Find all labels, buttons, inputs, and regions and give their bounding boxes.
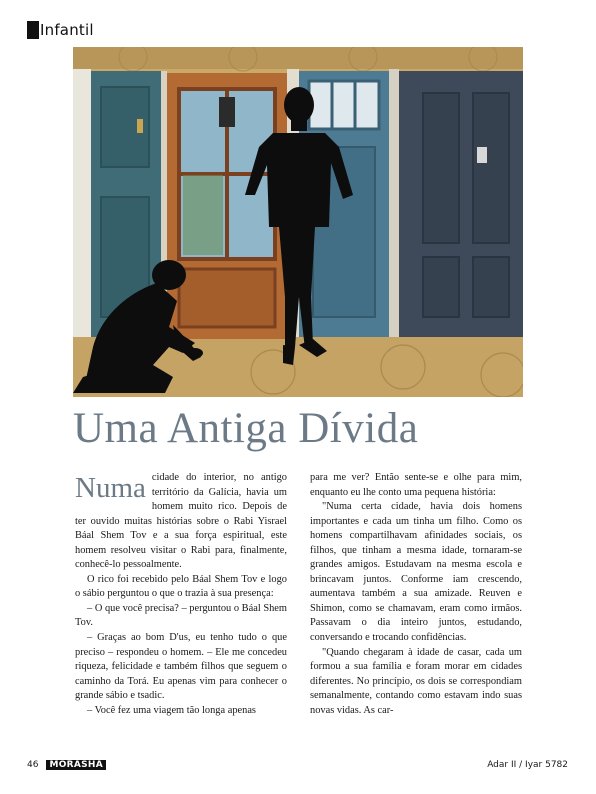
article-paragraph: – Graças ao bom D'us, eu tenho tudo o que preciso – respondeu o homem. – Ele me concedeu riqueza, felicidade e também filhos que seguem o caminho da Torá. Eu apenas vim para conhecer o grande sábio e tsadic. — [75, 632, 287, 702]
drop-word: Numa — [75, 472, 146, 504]
footer-left — [27, 760, 106, 770]
article-column-right — [310, 471, 522, 718]
article-column-left — [75, 471, 287, 718]
paragraph-text: cidade do interior, no antigo território da Galícia, havia um homem muito rico. Depois de ter ouvido muitas histórias sobre o Rabi Yisrael Báal Shem Tov e a sua força espiritual, este homem resolveu visitar o Rabi para, finalmente, conhecê-lo pessoalmente. — [75, 472, 287, 571]
article-paragraph: – O que você precisa? – perguntou o Báal Shem Tov. — [75, 602, 287, 629]
issue-label: Adar II / Iyar 5782 — [487, 760, 568, 770]
page-number: 46 — [27, 760, 39, 770]
section-tag — [27, 20, 94, 40]
section-marker — [27, 21, 39, 39]
section-label: Infantil — [40, 21, 94, 39]
article-title: Uma Antiga Dívida — [73, 405, 419, 452]
article-paragraph: "Numa certa cidade, havia dois homens importantes e cada um tinha um filho. Como os homens compartilhavam afinidades sociais, os filhos, que tinham a mesma idade, tornaram-se grandes amigos. Estudavam na mesma escola e brincavam juntos. Conforme iam crescendo, aumentava também a sua amizade. Reuven e Shimon, como se chamavam, eram como irmãos. Passavam o dia inteiro juntos, estudando, conversando e trocando confidências. — [310, 501, 522, 644]
article-paragraph: – Você fez uma viagem tão longa apenas — [87, 704, 256, 716]
article-illustration — [73, 47, 523, 397]
illustration-svg — [73, 47, 523, 397]
article-paragraph: "Quando chegaram à idade de casar, cada um formou a sua família e foram morar em cidades diferentes. No princípio, os dois se correspondiam semanalmente, contando como estavam indo suas novas vidas. As car- — [310, 646, 522, 716]
magazine-logo: MORASHÁ — [46, 760, 106, 770]
article-paragraph: O rico foi recebido pelo Báal Shem Tov e logo o sábio perguntou o que o trazia à sua presença: — [75, 573, 287, 600]
article-paragraph: para me ver? Então sente-se e olhe para mim, enquanto eu lhe conto uma pequena história: — [310, 472, 522, 498]
article-paragraph — [75, 471, 287, 573]
